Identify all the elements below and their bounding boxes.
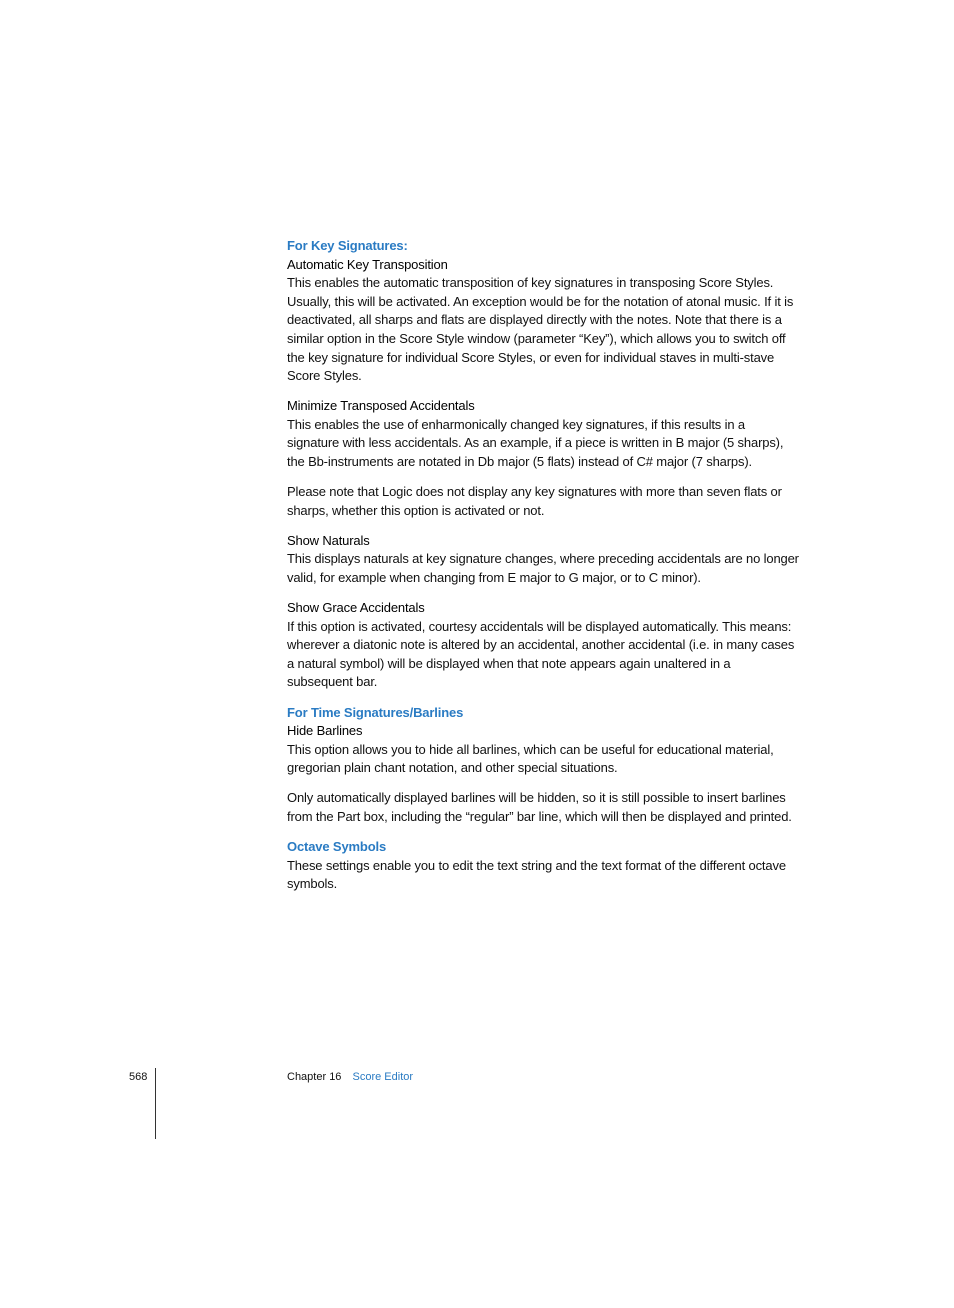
footer-divider xyxy=(155,1068,156,1139)
page-content xyxy=(287,237,799,905)
paragraph: This option allows you to hide all barlines, which can be useful for educational material, gregorian plain chant notation, and other special situations. xyxy=(287,741,774,776)
section-heading-octave-symbols: Octave Symbols xyxy=(287,839,387,855)
paragraph: This enables the use of enharmonically changed key signatures, if this results in a signature with less accidentals. As an example, if a piece is written in B major (5 sharps), the Bb-instruments are notated in Db major (5 flats) instead of C# major (7 sharps). xyxy=(287,416,784,470)
subheading-minimize-transposed-accidentals: Minimize Transposed Accidentals xyxy=(287,398,475,414)
subheading-hide-barlines: Hide Barlines xyxy=(287,723,363,739)
paragraph: Please note that Logic does not display any key signatures with more than seven flats or sharps, whether this option is activated or not. xyxy=(287,484,782,518)
paragraph: This displays naturals at key signature changes, where preceding accidentals are no longer valid, for example when changing from E major to G major, or to C minor). xyxy=(287,551,799,585)
chapter-label: Chapter 16 xyxy=(287,1071,342,1083)
paragraph: These settings enable you to edit the text string and the text format of the different octave symbols. xyxy=(287,857,786,892)
paragraph: This enables the automatic transposition of key signatures in transposing Score Styles. Usually, this will be activated. An exception would be for the notation of atonal music. If it is deactivated, all sharps and flats are displayed directly with the notes. Note that there is a similar option in the Score Style window (parameter “Key”), which allows you to switch off the key signature for individual Score Styles, or even for individual staves in multi-stave Score Styles. xyxy=(287,275,794,384)
paragraph: If this option is activated, courtesy accidentals will be displayed automatically. This means: wherever a diatonic note is altered by an accidental, another accidental (i.e. in many cases a natural symbol) will be displayed when that note appears again unaltered in a subsequent bar. xyxy=(287,618,795,690)
footer-chapter-info xyxy=(287,1070,413,1084)
subheading-show-naturals: Show Naturals xyxy=(287,532,370,548)
paragraph: Only automatically displayed barlines will be hidden, so it is still possible to insert barlines from the Part box, including the “regular” bar line, which will then be displayed and printed. xyxy=(287,790,792,825)
chapter-title-link[interactable]: Score Editor xyxy=(352,1071,414,1083)
section-heading-time-signatures-barlines: For Time Signatures/Barlines xyxy=(287,704,464,720)
subheading-show-grace-accidentals: Show Grace Accidentals xyxy=(287,600,425,616)
section-heading-key-signatures: For Key Signatures: xyxy=(287,238,408,253)
subheading-automatic-key-transposition: Automatic Key Transposition xyxy=(287,256,448,272)
page-number: 568 xyxy=(129,1071,148,1083)
